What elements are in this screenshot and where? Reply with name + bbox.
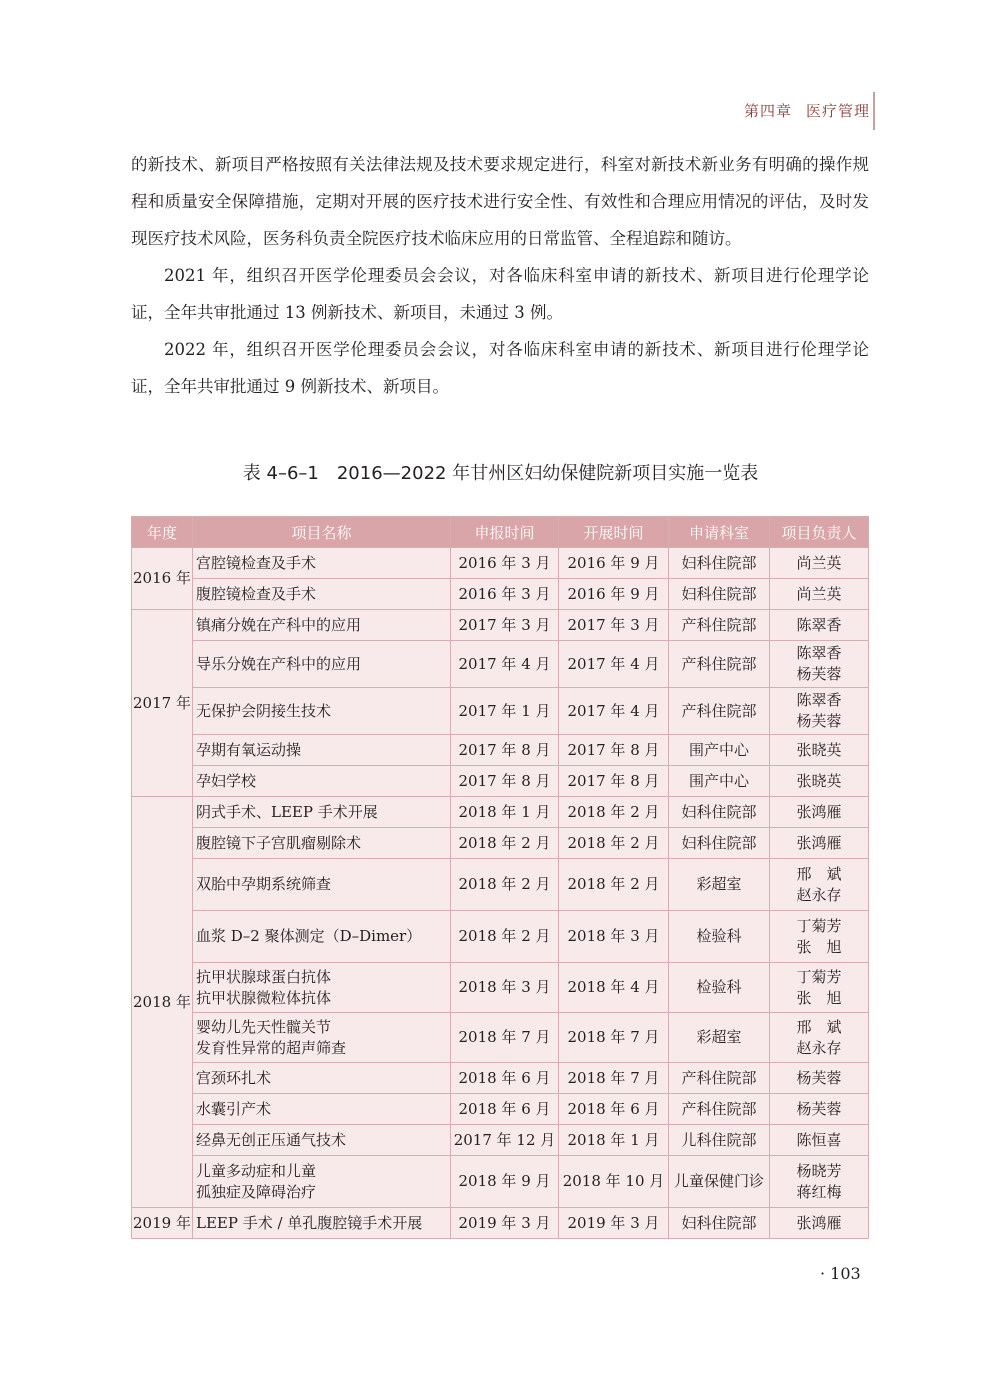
cell-project-name xyxy=(193,1208,451,1239)
cell-project-name xyxy=(193,1125,451,1156)
cell-start-date: 2017 年 3 月 xyxy=(559,610,669,641)
table-row xyxy=(132,1208,869,1239)
header-year: 年度 xyxy=(132,517,193,548)
cell-year: 2019 年 xyxy=(132,1208,193,1239)
cell-start-date: 2016 年 9 月 xyxy=(559,548,669,579)
cell-start-date: 2018 年 6 月 xyxy=(559,1094,669,1125)
cell-project-name xyxy=(193,963,451,1013)
cell-project-name-line: 无保护会阴接生技术 xyxy=(196,701,332,720)
cell-lead-line: 张鸿雁 xyxy=(796,802,842,821)
cell-start-date: 2017 年 8 月 xyxy=(559,735,669,766)
cell-department: 检验科 xyxy=(669,963,770,1013)
cell-apply-date: 2017 年 3 月 xyxy=(451,610,559,641)
table-row xyxy=(132,610,869,641)
cell-year: 2017 年 xyxy=(132,610,193,797)
cell-apply-date: 2017 年 12 月 xyxy=(451,1125,559,1156)
cell-project-name-line: 婴幼儿先天性髋关节 xyxy=(196,1017,332,1036)
cell-project-name xyxy=(193,1094,451,1125)
cell-department: 产科住院部 xyxy=(669,1094,770,1125)
cell-department: 围产中心 xyxy=(669,735,770,766)
cell-start-date: 2018 年 10 月 xyxy=(559,1156,669,1208)
cell-lead-line: 张 旭 xyxy=(796,937,842,956)
table-row xyxy=(132,1156,869,1208)
cell-lead xyxy=(770,579,869,610)
cell-start-date: 2018 年 7 月 xyxy=(559,1063,669,1094)
cell-project-name-line: 抗甲状腺微粒体抗体 xyxy=(196,988,332,1007)
cell-project-name xyxy=(193,548,451,579)
cell-lead-line: 蒋红梅 xyxy=(796,1182,842,1201)
cell-project-name xyxy=(193,828,451,859)
cell-start-date: 2018 年 7 月 xyxy=(559,1013,669,1063)
cell-lead xyxy=(770,1208,869,1239)
table-row xyxy=(132,1063,869,1094)
cell-project-name xyxy=(193,1013,451,1063)
cell-department: 妇科住院部 xyxy=(669,548,770,579)
cell-lead xyxy=(770,735,869,766)
cell-start-date: 2017 年 4 月 xyxy=(559,641,669,688)
cell-project-name-line: 经鼻无创正压通气技术 xyxy=(196,1130,347,1149)
header-project-name: 项目名称 xyxy=(193,517,451,548)
cell-project-name-line: 孕期有氧运动操 xyxy=(196,740,302,759)
table-row xyxy=(132,859,869,911)
cell-project-name-line: 腹腔镜检查及手术 xyxy=(196,584,317,603)
table-caption: 表 4–6–1 2016—2022 年甘州区妇幼保健院新项目实施一览表 xyxy=(242,463,759,484)
cell-project-name-line: 双胎中孕期系统筛查 xyxy=(196,875,332,893)
cell-lead-line: 杨芙蓉 xyxy=(796,665,842,683)
cell-project-name xyxy=(193,797,451,828)
cell-lead xyxy=(770,1156,869,1208)
cell-start-date: 2018 年 4 月 xyxy=(559,963,669,1013)
table-row xyxy=(132,797,869,828)
cell-apply-date: 2018 年 6 月 xyxy=(451,1063,559,1094)
cell-apply-date: 2018 年 2 月 xyxy=(451,911,559,963)
cell-project-name-line: 腹腔镜下子宫肌瘤剔除术 xyxy=(196,833,362,852)
cell-lead-line: 陈翠香 xyxy=(796,644,842,662)
cell-lead xyxy=(770,1013,869,1063)
cell-lead xyxy=(770,1125,869,1156)
cell-project-name xyxy=(193,610,451,641)
header-apply-date: 申报时间 xyxy=(451,517,559,548)
table-row xyxy=(132,911,869,963)
cell-apply-date: 2017 年 1 月 xyxy=(451,688,559,735)
cell-start-date: 2019 年 3 月 xyxy=(559,1208,669,1239)
cell-project-name-line: 阴式手术、LEEP 手术开展 xyxy=(196,802,378,821)
cell-department: 妇科住院部 xyxy=(669,797,770,828)
cell-lead xyxy=(770,688,869,735)
cell-lead-line: 张 旭 xyxy=(796,988,842,1007)
cell-lead-line: 赵永存 xyxy=(796,885,842,904)
table-row xyxy=(132,1013,869,1063)
cell-department: 围产中心 xyxy=(669,766,770,797)
page-number: · 103 xyxy=(820,1264,861,1283)
cell-lead-line: 张晓英 xyxy=(796,771,842,790)
cell-project-name xyxy=(193,1063,451,1094)
cell-apply-date: 2016 年 3 月 xyxy=(451,548,559,579)
cell-lead-line: 尚兰英 xyxy=(796,584,842,603)
new-projects-table xyxy=(131,516,869,1239)
cell-department: 儿科住院部 xyxy=(669,1125,770,1156)
cell-start-date: 2016 年 9 月 xyxy=(559,579,669,610)
cell-department: 检验科 xyxy=(669,911,770,963)
paragraph-2: 2021 年，组织召开医学伦理委员会会议，对各临床科室申请的新技术、新项目进行伦理学论证，全年共审批通过 13 例新技术、新项目，未通过 3 例。 xyxy=(131,266,869,322)
cell-lead-line: 杨芙蓉 xyxy=(796,1099,842,1118)
cell-apply-date: 2017 年 4 月 xyxy=(451,641,559,688)
table-row xyxy=(132,688,869,735)
cell-apply-date: 2018 年 2 月 xyxy=(451,859,559,911)
cell-lead xyxy=(770,859,869,911)
cell-lead xyxy=(770,797,869,828)
cell-project-name-line: 孕妇学校 xyxy=(196,771,257,790)
paragraph-1: 的新技术、新项目严格按照有关法律法规及技术要求规定进行，科室对新技术新业务有明确的操作规程和质量安全保障措施，定期对开展的医疗技术进行安全性、有效性和合理应用情况的评估，及时发现医疗技术风险，医务科负责全院医疗技术临床应用的日常监管、全程追踪和随访。 xyxy=(131,155,869,248)
body-text xyxy=(131,146,869,405)
table-row xyxy=(132,766,869,797)
table-row xyxy=(132,1094,869,1125)
cell-lead-line: 邢 斌 xyxy=(796,1017,842,1036)
cell-department: 彩超室 xyxy=(669,859,770,911)
cell-year: 2016 年 xyxy=(132,548,193,610)
cell-department: 产科住院部 xyxy=(669,610,770,641)
cell-lead xyxy=(770,911,869,963)
cell-project-name xyxy=(193,859,451,911)
cell-project-name-line: 儿童多动症和儿童 xyxy=(196,1161,317,1180)
cell-lead xyxy=(770,548,869,579)
cell-lead-line: 张鸿雁 xyxy=(796,1213,842,1232)
cell-department: 妇科住院部 xyxy=(669,828,770,859)
cell-lead xyxy=(770,610,869,641)
cell-start-date: 2017 年 4 月 xyxy=(559,688,669,735)
cell-lead-line: 杨晓芳 xyxy=(796,1161,842,1180)
cell-start-date: 2018 年 3 月 xyxy=(559,911,669,963)
cell-lead xyxy=(770,963,869,1013)
cell-lead-line: 尚兰英 xyxy=(796,553,842,572)
chapter-number: 第四章 xyxy=(743,102,792,120)
cell-project-name-line: 发育性异常的超声筛查 xyxy=(196,1038,347,1057)
cell-lead xyxy=(770,1063,869,1094)
cell-department: 彩超室 xyxy=(669,1013,770,1063)
cell-project-name xyxy=(193,735,451,766)
cell-apply-date: 2017 年 8 月 xyxy=(451,766,559,797)
cell-apply-date: 2018 年 6 月 xyxy=(451,1094,559,1125)
cell-project-name xyxy=(193,1156,451,1208)
cell-apply-date: 2018 年 9 月 xyxy=(451,1156,559,1208)
cell-start-date: 2017 年 8 月 xyxy=(559,766,669,797)
cell-project-name-line: 导乐分娩在产科中的应用 xyxy=(196,654,362,673)
cell-department: 妇科住院部 xyxy=(669,1208,770,1239)
cell-lead-line: 赵永存 xyxy=(796,1038,842,1057)
cell-apply-date: 2018 年 3 月 xyxy=(451,963,559,1013)
cell-lead-line: 邢 斌 xyxy=(796,864,842,883)
cell-lead-line: 杨芙蓉 xyxy=(796,712,842,730)
cell-lead xyxy=(770,641,869,688)
cell-department: 儿童保健门诊 xyxy=(669,1156,770,1208)
cell-lead-line: 杨芙蓉 xyxy=(796,1068,842,1087)
cell-project-name-line: 宫腔镜检查及手术 xyxy=(196,553,317,572)
cell-project-name xyxy=(193,641,451,688)
header-lead: 项目负责人 xyxy=(770,517,869,548)
running-header xyxy=(744,100,870,121)
table-row xyxy=(132,579,869,610)
cell-department: 妇科住院部 xyxy=(669,579,770,610)
table-row xyxy=(132,548,869,579)
cell-department: 产科住院部 xyxy=(669,688,770,735)
cell-project-name xyxy=(193,688,451,735)
cell-project-name-line: 宫颈环扎术 xyxy=(196,1068,272,1087)
cell-project-name-line: 血浆 D–2 聚体测定（D–Dimer） xyxy=(196,927,422,945)
cell-year: 2018 年 xyxy=(132,797,193,1208)
cell-project-name xyxy=(193,766,451,797)
cell-project-name-line: 水囊引产术 xyxy=(196,1099,272,1118)
cell-department: 产科住院部 xyxy=(669,641,770,688)
cell-apply-date: 2019 年 3 月 xyxy=(451,1208,559,1239)
cell-lead xyxy=(770,1094,869,1125)
cell-lead xyxy=(770,766,869,797)
cell-lead-line: 陈翠香 xyxy=(796,691,842,709)
cell-lead-line: 张鸿雁 xyxy=(796,833,842,852)
cell-start-date: 2018 年 1 月 xyxy=(559,1125,669,1156)
cell-apply-date: 2016 年 3 月 xyxy=(451,579,559,610)
paragraph-3: 2022 年，组织召开医学伦理委员会会议，对各临床科室申请的新技术、新项目进行伦理学论证，全年共审批通过 9 例新技术、新项目。 xyxy=(131,340,869,396)
cell-start-date: 2018 年 2 月 xyxy=(559,859,669,911)
table-row xyxy=(132,963,869,1013)
cell-lead-line: 陈恒喜 xyxy=(796,1130,842,1149)
table-row xyxy=(132,828,869,859)
cell-project-name-line: 镇痛分娩在产科中的应用 xyxy=(196,615,362,634)
cell-start-date: 2018 年 2 月 xyxy=(559,828,669,859)
header-rule xyxy=(873,92,875,130)
cell-apply-date: 2018 年 7 月 xyxy=(451,1013,559,1063)
cell-lead-line: 张晓英 xyxy=(796,740,842,759)
cell-lead-line: 丁菊芳 xyxy=(796,967,842,986)
chapter-title: 医疗管理 xyxy=(805,102,870,120)
cell-project-name-line: 抗甲状腺球蛋白抗体 xyxy=(196,967,332,986)
cell-project-name-line: LEEP 手术 / 单孔腹腔镜手术开展 xyxy=(196,1213,423,1232)
table-header-row xyxy=(132,517,869,548)
cell-lead xyxy=(770,828,869,859)
cell-start-date: 2018 年 2 月 xyxy=(559,797,669,828)
header-start-date: 开展时间 xyxy=(559,517,669,548)
table-body xyxy=(132,548,869,1239)
cell-project-name-line: 孤独症及障碍治疗 xyxy=(196,1182,317,1201)
header-department: 申请科室 xyxy=(669,517,770,548)
cell-apply-date: 2017 年 8 月 xyxy=(451,735,559,766)
table-row xyxy=(132,735,869,766)
cell-project-name xyxy=(193,579,451,610)
table-row xyxy=(132,641,869,688)
table-row xyxy=(132,1125,869,1156)
cell-project-name xyxy=(193,911,451,963)
cell-apply-date: 2018 年 1 月 xyxy=(451,797,559,828)
cell-apply-date: 2018 年 2 月 xyxy=(451,828,559,859)
cell-lead-line: 丁菊芳 xyxy=(796,916,842,935)
cell-department: 产科住院部 xyxy=(669,1063,770,1094)
cell-lead-line: 陈翠香 xyxy=(796,615,842,634)
